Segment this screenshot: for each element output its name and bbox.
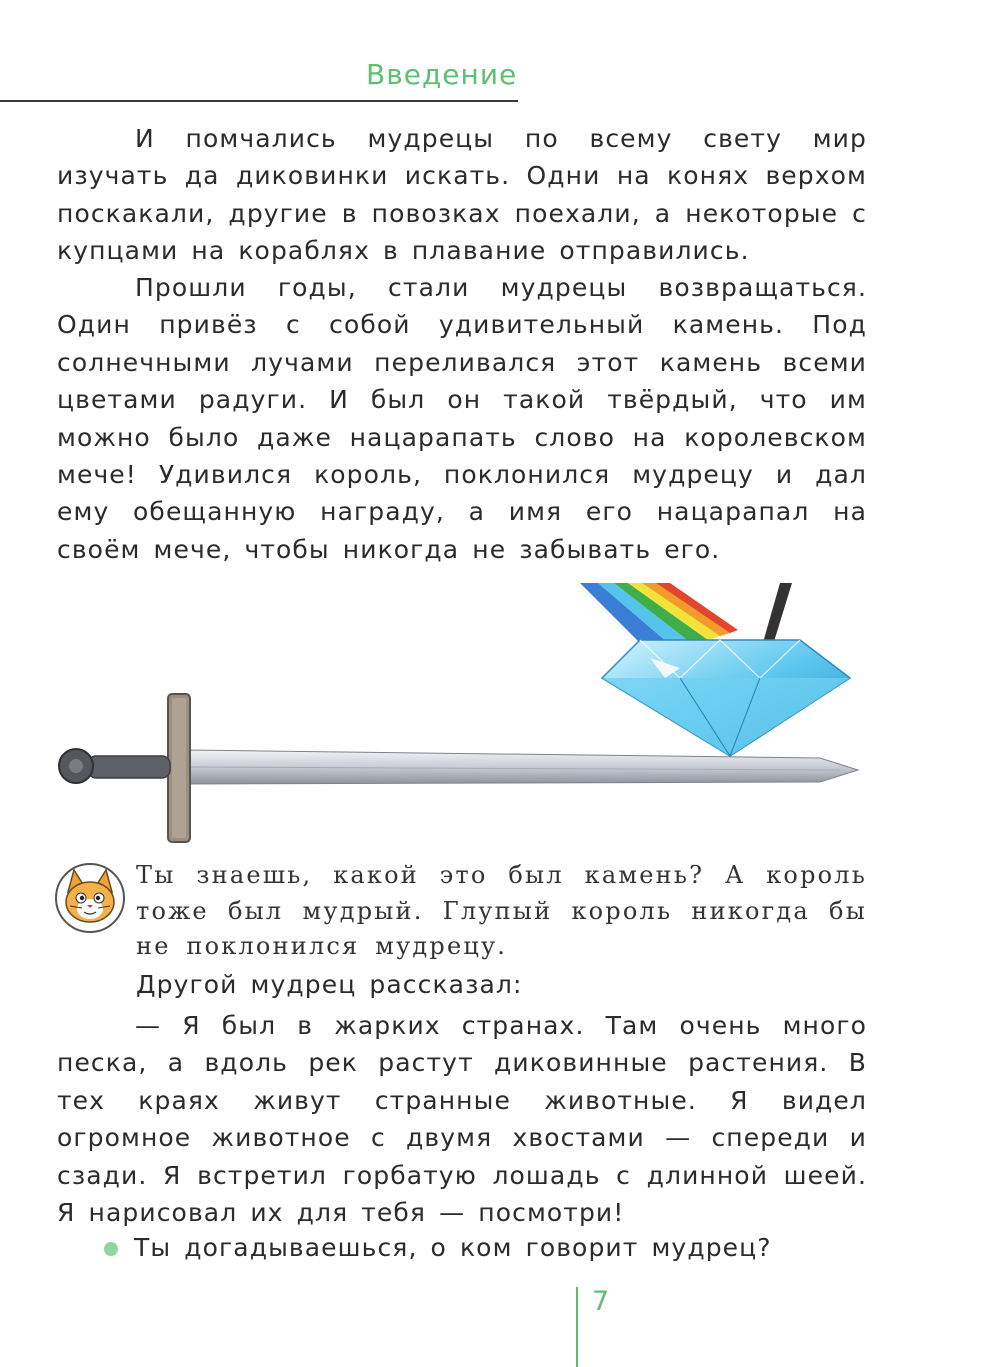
question: [134, 1233, 772, 1262]
question-text: Ты догадываешься, о ком говорит мудрец?: [134, 1233, 772, 1262]
sword-and-diamond-illustration: [40, 578, 880, 853]
page-rule: [576, 1287, 578, 1367]
header-rule: [0, 100, 518, 102]
intro-line: Другой мудрец рассказал:: [136, 970, 523, 999]
paragraph-2: Прошли годы, стали мудрецы возвращаться. Один привёз с собой удивительный камень. Под солнечными лучами переливался этот камень всеми цветами радуги. И был он такой твёрдый, что им можно было даже нацарапать слово на королевском мече! Удивился король, поклонился мудрецу и дал ему обещанную награду, а имя его нацарапал на своём мече, чтобы никогда не забывать его.: [57, 273, 867, 564]
diamond-icon: [602, 640, 850, 756]
cat-icon: [54, 862, 126, 934]
paragraph-3: — Я был в жарких странах. Там очень много песка, а вдоль рек растут диковинные растения. В тех краях живут странные животные. Я видел огромное животное с двумя хвостами — спереди и сзади. Я встретил горбатую лошадь с длинной шеей. Я нарисовал их для тебя — посмотри!: [57, 1011, 867, 1228]
page-number: 7: [592, 1286, 610, 1317]
page-title: Введение: [366, 58, 518, 91]
bullet-icon: [104, 1242, 118, 1256]
paragraph-1: И помчались мудрецы по всему свету мир изучать да диковинки искать. Одни на конях верхом поскакали, другие в повозках поехали, а некоторые с купцами на кораблях в плавание отправились.: [57, 124, 867, 266]
cat-question: Ты знаешь, какой это был камень? А король тоже был мудрый. Глупый король никогда бы не поклонился мудрецу.: [136, 861, 867, 960]
